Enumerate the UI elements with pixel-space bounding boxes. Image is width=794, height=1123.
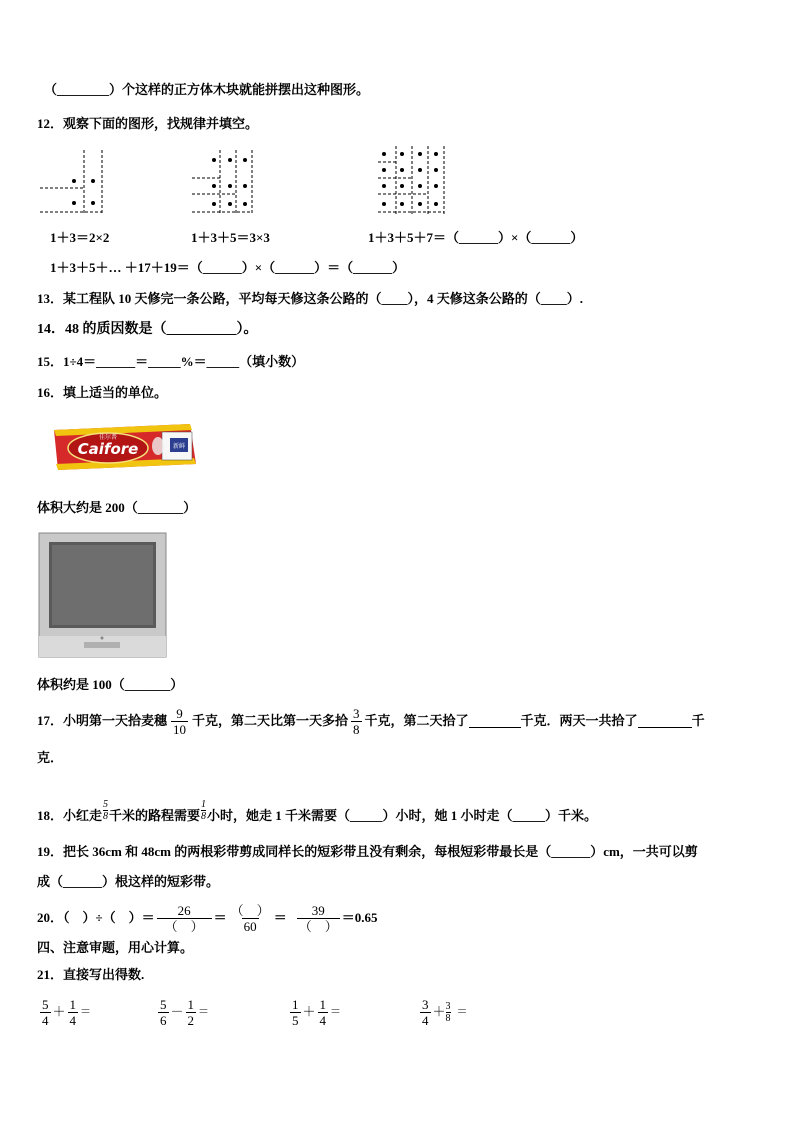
fraction-denominator: 4 [319,1012,327,1028]
q19-line1: 19．把长 36cm 和 48cm 的两根彩带剪成同样长的短彩带且没有剩余，每根短彩带最长是（______）cm，一共可以剪 [37,844,698,859]
calc-item-3 [288,994,341,1030]
box-brand-cn: 佳尔普 [98,434,118,441]
equals-sign: ＝ [456,1006,468,1018]
fraction-numerator: 5 [42,996,49,1012]
q12-eq4: 1＋3＋5＋… ＋17＋19＝（______）×（______）＝（______） [50,260,406,275]
q14: 14．48 的质因数是（__________）。 [37,322,258,337]
q16-b: 体积约是 100（_______） [37,677,184,692]
fraction-39-blank [297,903,340,934]
q12-eq3: 1＋3＋5＋7＝（______）×（______） [368,230,584,245]
q20-line [37,900,377,936]
q18-text-c: 小时，她走 1 千米需要（_____）小时，她 1 小时走（_____）千米。 [207,808,598,823]
q20-text-a: 20．（ ）÷（ ）＝ [37,910,155,925]
fraction-denominator: 4 [69,1012,77,1028]
fraction-denominator: 10 [173,721,187,737]
dot-pattern-3 [376,144,448,216]
answer-blank[interactable] [469,715,521,728]
q17-line2: 克． [37,750,64,765]
fraction-numerator: 39 [311,902,325,918]
fraction-numerator: 3 [422,996,429,1012]
q18-line [37,784,597,824]
section-4-heading: 四、注意审题，用心计算。 [37,940,194,955]
fraction-numerator: 3 [445,1000,451,1012]
q17-text-c: 千克，第二天拾了 [364,713,469,728]
q20-text-d: ＝0.65 [341,910,378,925]
q16-a: 体积大约是 200（_______） [37,500,197,515]
q12-eq1: 1＋3＝2×2 [50,230,110,245]
q20-text-b: ＝ [213,910,227,925]
fraction-numerator: 1 [187,996,195,1012]
q16: 16．填上适当的单位。 [37,385,168,400]
fraction [420,997,431,1028]
q12-title: 12．观察下面的图形，找规律并填空。 [37,116,259,131]
fraction-denominator: 4 [422,1012,429,1028]
fraction-denominator: 8 [103,811,109,822]
equals-sign: ＝ [330,1006,342,1018]
q17-text-d: 千克．两天一共拾了 [520,713,638,728]
q18-text-a: 18．小红走 [37,808,103,823]
fraction-numerator: 1 [319,996,327,1012]
fraction-denominator: 6 [160,1012,167,1028]
fraction-numerator: 3 [353,705,360,721]
fraction-blank-60 [229,903,272,934]
fraction [290,997,301,1028]
fraction [186,997,197,1028]
equals-sign: ＝ [198,1006,210,1018]
operator: ＋ [52,1004,66,1019]
fraction-numerator: 1 [69,996,77,1012]
fraction-numerator: 5 [103,799,109,810]
answer-blank[interactable] [638,715,692,728]
toothpaste-box-image [50,420,198,472]
fraction-denominator: 8 [445,1012,451,1024]
fraction-denominator: 4 [42,1012,49,1028]
q17-text-a: 17．小明第一天拾麦穗 [37,713,168,728]
q15: 15．1÷4＝______＝_____%＝_____（填小数） [37,354,305,369]
fraction-9-10 [171,706,188,737]
q17-text-e: 千 [691,713,705,728]
q12-eq2: 1＋3＋5＝3×3 [191,230,270,245]
fraction-numerator: 5 [160,996,167,1012]
fraction-numerator: 1 [201,799,207,810]
fraction-denominator: 8 [201,811,207,822]
fraction [68,997,79,1028]
tv-image [38,532,168,660]
fraction-denominator: 60 [243,918,257,934]
fraction-denominator: 5 [292,1012,299,1028]
operator: － [170,1004,184,1019]
fraction-denominator: （ ） [157,918,212,934]
q17-text-b: 千克，第二天比第一天多拾 [192,713,349,728]
q17-line1 [37,704,705,738]
equals-sign: ＝ [80,1006,92,1018]
fraction-26-blank [157,903,212,934]
dot-pattern-1 [38,148,106,216]
q18-text-b: 千米的路程需要 [109,808,201,823]
q19-line2: 成（______）根这样的短彩带。 [37,874,220,889]
dot-pattern-2 [190,148,260,216]
fraction-1-8 [201,799,206,822]
calc-item-1 [38,994,91,1030]
box-badge: 新鲜 [172,443,186,450]
q21-title: 21．直接写出得数. [37,967,145,982]
q13: 13．某工程队 10 天修完一条公路，平均每天修这条公路的（____），4 天修这条公路的（____）. [37,291,584,306]
calc-item-2 [156,994,209,1030]
fraction-numerator: （ ） [230,902,270,918]
fraction [40,997,51,1028]
operator: ＋ [432,1004,446,1019]
operator: ＋ [302,1004,316,1019]
fraction-numerator: 1 [292,996,299,1012]
fraction-denominator: 8 [353,721,360,737]
fraction-3-8 [351,706,362,737]
fraction-numerator: 26 [177,902,191,918]
fraction [158,997,169,1028]
fraction-denominator: 2 [187,1012,195,1028]
fraction-5-8 [103,799,108,822]
q20-text-c: ＝ [273,910,287,925]
fraction-denominator: （ ） [298,918,338,934]
q11-tail: （________）个这样的正方体木块就能拼摆出这种图形。 [44,82,370,97]
fraction [446,1001,451,1024]
box-brand: Caifore [77,440,139,458]
fraction [318,997,329,1028]
fraction-numerator: 9 [176,705,183,721]
calc-item-4 [418,994,468,1030]
